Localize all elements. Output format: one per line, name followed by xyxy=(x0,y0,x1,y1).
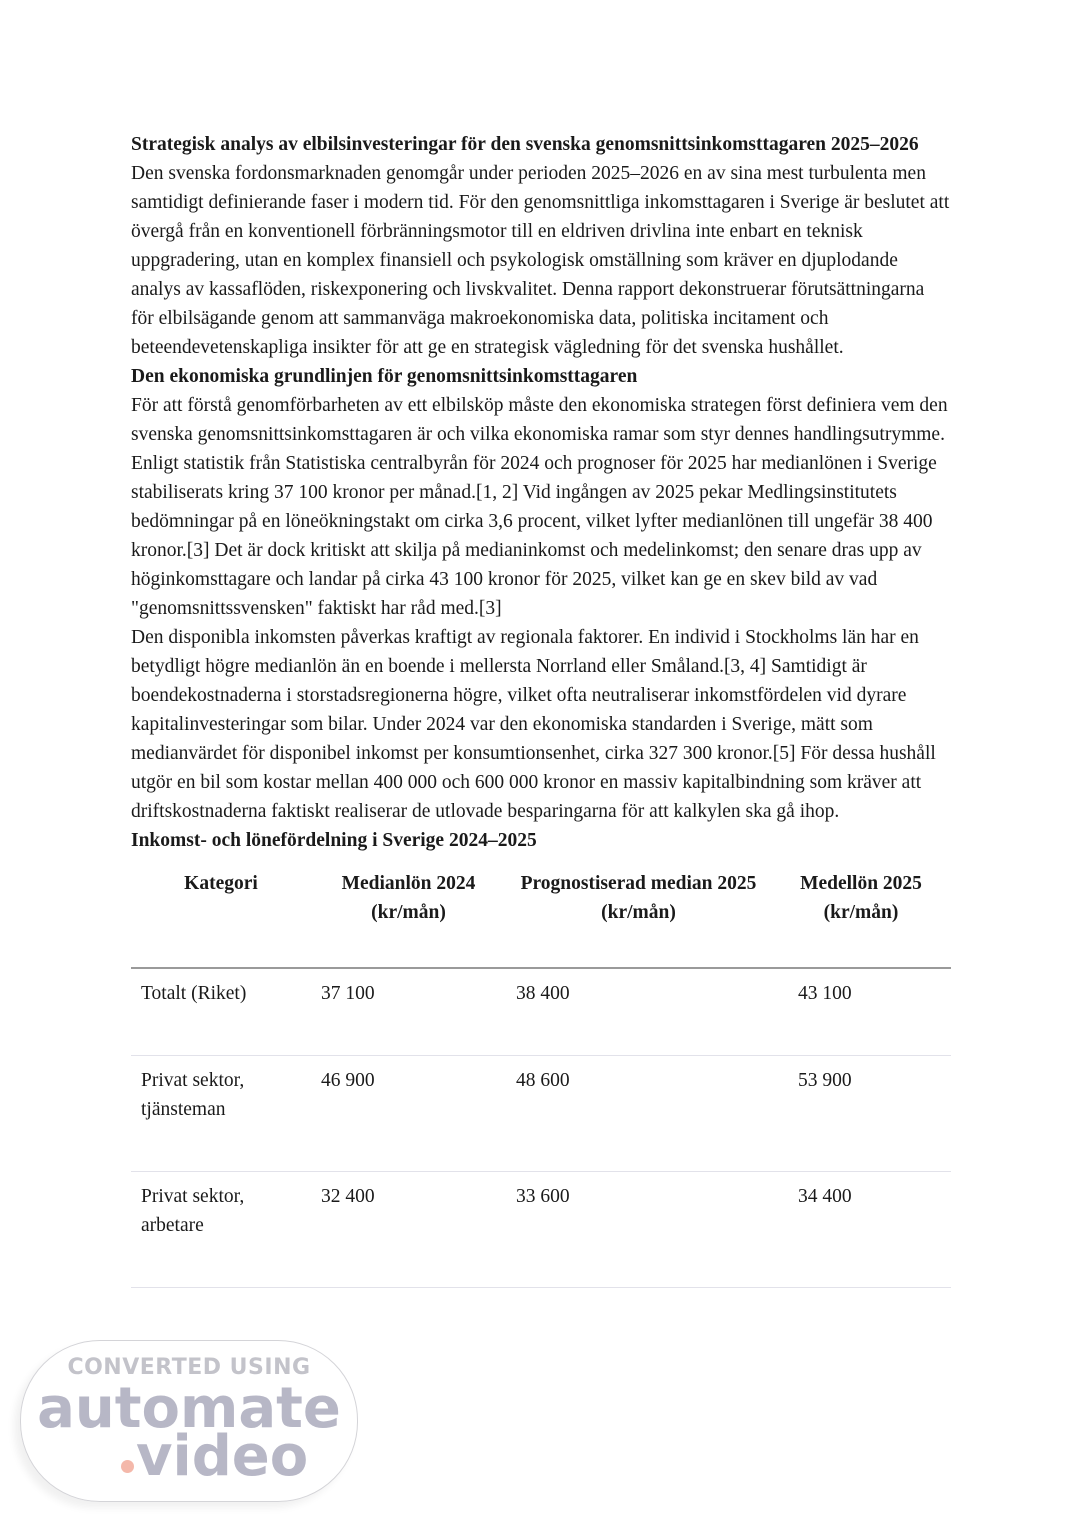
document-title: Strategisk analys av elbilsinvesteringar för den svenska genomsnittsinkomsttagaren 2025–2026 xyxy=(131,134,919,155)
cell-category: Totalt (Riket) xyxy=(131,968,311,1056)
cell-mean-2025: 34 400 xyxy=(771,1172,951,1288)
section-heading: Den ekonomiska grundlinjen för genomsnittsinkomsttagaren xyxy=(131,366,638,387)
table-row xyxy=(131,1172,951,1288)
watermark-caption: CONVERTED USING xyxy=(67,1355,311,1380)
column-header-median-2024: Medianlön 2024 (kr/mån) xyxy=(311,859,506,968)
cell-median-2024: 32 400 xyxy=(311,1172,506,1288)
section-paragraph: För att förstå genomförbarheten av ett elbilsköp måste den ekonomiska strategen först definiera vem den svenska genomsnittsinkomsttagaren är och vilka ekonomiska ramar som styr dennes handlingsutrymme. Enligt statistik från Statistiska centralbyrån för 2024 och prognoser för 2025 har medianlönen i Sverige stabiliserats kring 37 100 kronor per månad.[1, 2] Vid ingången av 2025 pekar Medlingsinstitutets bedömningar på en löneökningstakt om cirka 3,6 procent, vilket lyfter medianlönen till ungefär 38 400 kronor.[3] Det är dock kritiskt att skilja på medianinkomst och medelinkomst; den senare dras upp av höginkomsttagare och landar på cirka 43 100 kronor för 2025, vilket kan ge en skev bild av vad "genomsnittssvensken" faktiskt har råd med.[3] xyxy=(131,395,948,619)
cell-median-2024: 37 100 xyxy=(311,968,506,1056)
cell-forecast-2025: 48 600 xyxy=(506,1056,771,1172)
section-paragraph: Den disponibla inkomsten påverkas kraftigt av regionala faktorer. En individ i Stockholms län har en betydligt högre medianlön än en boende i mellersta Norrland eller Småland.[3, 4] Samtidigt är boendekostnaderna i storstadsregionerna högre, vilket ofta neutraliserar inkomstfördelen vid dyrare kapitalinvesteringar som bilar. Under 2024 var den ekonomiska standarden i Sverige, mätt som medianvärdet för disponibel inkomst per konsumtionsenhet, cirka 327 300 kronor.[5] För dessa hushåll utgör en bil som kostar mellan 400 000 och 600 000 kronor en massiv kapitalbindning som kräver att driftskostnaderna faktiskt realiserar de utlovade besparingarna för att kalkylen ska gå ihop. xyxy=(131,627,936,822)
cell-category: Privat sektor, arbetare xyxy=(131,1172,311,1288)
dot-icon xyxy=(121,1460,134,1473)
intro-paragraph: Den svenska fordonsmarknaden genomgår under perioden 2025–2026 en av sina mest turbulenta men samtidigt definierande faser i modern tid. För den genomsnittliga inkomsttagaren i Sverige är beslutet att övergå från en konventionell förbränningsmotor till en eldriven drivlina inte enbart en teknisk uppgradering, utan en komplex finansiell och psykologisk omställning som kräver en djuplodande analys av kassaflöden, riskexponering och livskvalitet. Denna rapport dekonstruerar förutsättningarna för elbilsägande genom att sammanväga makroekonomiska data, politiska incitament och beteendevetenskapliga insikter för att ge en strategisk vägledning för det svenska hushållet. xyxy=(131,163,950,358)
column-header-forecast-2025: Prognostiserad median 2025 (kr/mån) xyxy=(506,859,771,968)
watermark-brand: automate xyxy=(37,1376,341,1441)
cell-mean-2025: 53 900 xyxy=(771,1056,951,1172)
cell-mean-2025: 43 100 xyxy=(771,968,951,1056)
watermark-badge xyxy=(20,1340,358,1502)
column-header-mean-2025: Medellön 2025 (kr/mån) xyxy=(771,859,951,968)
column-header-category: Kategori xyxy=(131,859,311,968)
table-header-row xyxy=(131,859,951,968)
table-heading: Inkomst- och lönefördelning i Sverige 2024–2025 xyxy=(131,830,537,851)
watermark-domain xyxy=(121,1424,309,1489)
table-row xyxy=(131,1056,951,1172)
cell-forecast-2025: 38 400 xyxy=(506,968,771,1056)
cell-category: Privat sektor, tjänsteman xyxy=(131,1056,311,1172)
cell-forecast-2025: 33 600 xyxy=(506,1172,771,1288)
watermark-domain-text: video xyxy=(136,1424,309,1489)
income-table xyxy=(131,859,951,1288)
document-page xyxy=(131,130,951,1288)
cell-median-2024: 46 900 xyxy=(311,1056,506,1172)
table-row xyxy=(131,968,951,1056)
